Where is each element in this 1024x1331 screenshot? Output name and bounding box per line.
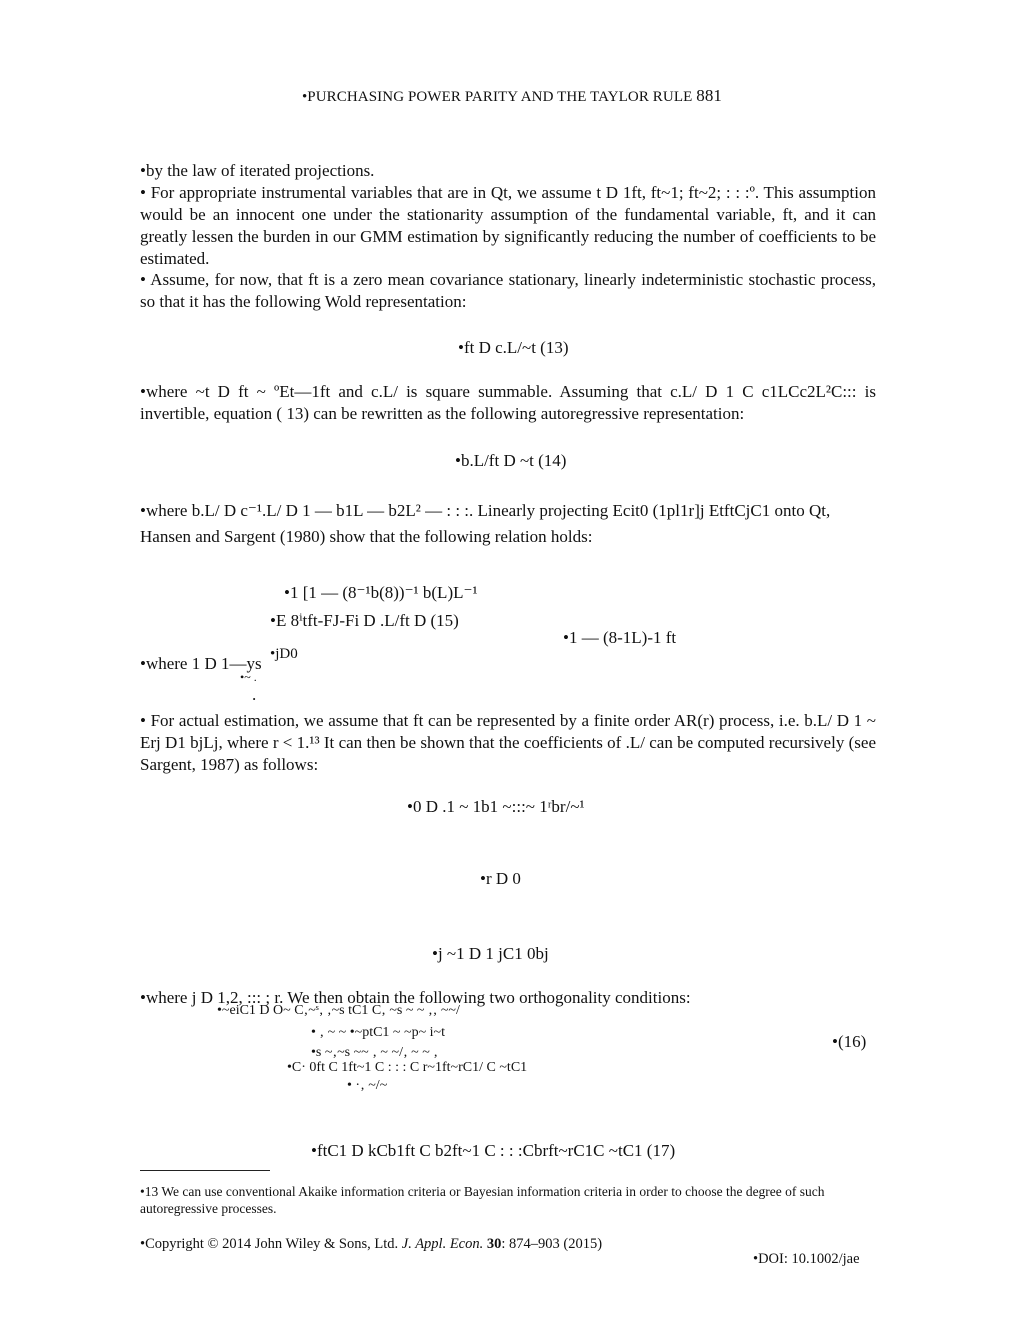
footer-copyright: •Copyright © 2014 John Wiley & Sons, Ltd. xyxy=(140,1236,399,1252)
footer-journal: J. Appl. Econ. xyxy=(401,1236,484,1252)
footer-pages: : 874–903 (2015) xyxy=(501,1236,603,1252)
equation-16-line-3: •s ~‚~s ~~ ‚ ~ ~/‚ ~ ~ ‚ xyxy=(311,1045,438,1060)
equation-15-dot: . xyxy=(252,685,257,704)
equation-15-small: •~ . xyxy=(240,670,257,684)
paragraph-4: •where ~t D ft ~ ºEt—1ft and c.L/ is square summable. Assuming that c.L/ D 1 C c1LCc2L²C::: is invertible, equation ( 13) can be rewritten as the following autoregressive representation: xyxy=(140,382,876,423)
equation-15-jd0: •jD0 xyxy=(270,646,298,662)
paragraph-2: • For appropriate instrumental variables that are in Qt, we assume t D 1ft, ft~1; ft~2; : : :º. This assumption would be an innocent one under the stationarity assumption of the fundamental variable, ft, and it can greatly lessen the burden in our GMM estimation by significantly reducing the number of coefficients to be estimated. xyxy=(140,183,876,268)
recursion-line-2: •r D 0 xyxy=(480,869,521,888)
footer-volume: 30 xyxy=(486,1236,502,1252)
paragraph-6: • For actual estimation, we assume that ft can be represented by a finite order AR(r) process, i.e. b.L/ D 1 ~ Erj D1 bjLj, where r < 1.¹³ It can then be shown that the coefficients of .L/ can be computed recursively (see Sargent, 1987) as follows: xyxy=(140,711,876,774)
page-number: 881 xyxy=(696,86,723,105)
paragraph-3: • Assume, for now, that ft is a zero mean covariance stationary, linearly indeterministic stochastic process, so that it has the following Wold representation: xyxy=(140,270,876,311)
recursion-line-3: •j ~1 D 1 jC1 0bj xyxy=(432,944,549,963)
equation-17: •ftC1 D kCb1ft C b2ft~1 C : : :Cbrft~rC1C ~tC1 (17) xyxy=(311,1141,676,1160)
equation-16-number: •(16) xyxy=(832,1032,867,1051)
running-title: •PURCHASING POWER PARITY AND THE TAYLOR RULE xyxy=(301,89,693,105)
equation-16-line-4: •C· 0ft C 1ft~1 C : : : C r~1ft~rC1/ C ~tC1 xyxy=(287,1060,528,1075)
paragraph-7: •where j D 1,2, ::: ; r. We then obtain the following two orthogonality conditions: xyxy=(140,988,691,1007)
paragraph-5b: Hansen and Sargent (1980) show that the following relation holds: xyxy=(140,527,593,546)
footnote-rule xyxy=(140,1170,270,1171)
equation-15-top: •1 [1 — (8⁻¹b(8))⁻¹ b(L)L⁻¹ xyxy=(284,583,478,602)
equation-13: •ft D c.L/~t (13) xyxy=(458,338,569,357)
equation-15-right: •1 — (8-1L)-1 ft xyxy=(563,628,677,647)
equation-16-line-2: • ‚ ~ ~ •~ptC1 ~ ~p~ i~t xyxy=(311,1025,445,1040)
equation-16-line-5: • ·‚ ~/~ xyxy=(347,1078,388,1093)
paragraph-1: •by the law of iterated projections. xyxy=(140,161,375,180)
running-header xyxy=(0,86,1024,106)
paragraph-5a: •where b.L/ D c⁻¹.L/ D 1 — b1L — b2L² — : : :. Linearly projecting Ecit0 (1pl1r]j EtftCjC1 onto Qt, xyxy=(140,501,831,520)
footer-citation xyxy=(140,1236,602,1253)
footnote-13: •13 We can use conventional Akaike information criteria or Bayesian information criteria in order to choose the degree of such autoregressive processes. xyxy=(140,1184,825,1216)
recursion-line-1: •0 D .1 ~ 1b1 ~:::~ 1ʳbr/~¹ xyxy=(407,797,585,816)
footer-doi: •DOI: 10.1002/jae xyxy=(753,1251,860,1267)
equation-15-where: •where 1 D 1—ys xyxy=(140,654,262,673)
equation-14: •b.L/ft D ~t (14) xyxy=(455,451,567,470)
equation-15-middle: •E 8ⁱtft-FJ-Fi D .L/ft D (15) xyxy=(270,611,459,630)
equation-16-line-1: •~eiC1 D O~ C‚~ˢ‚ ‚~s tC1 C‚ ~s ~ ~ ‚‚ ~~/ xyxy=(217,1003,460,1018)
